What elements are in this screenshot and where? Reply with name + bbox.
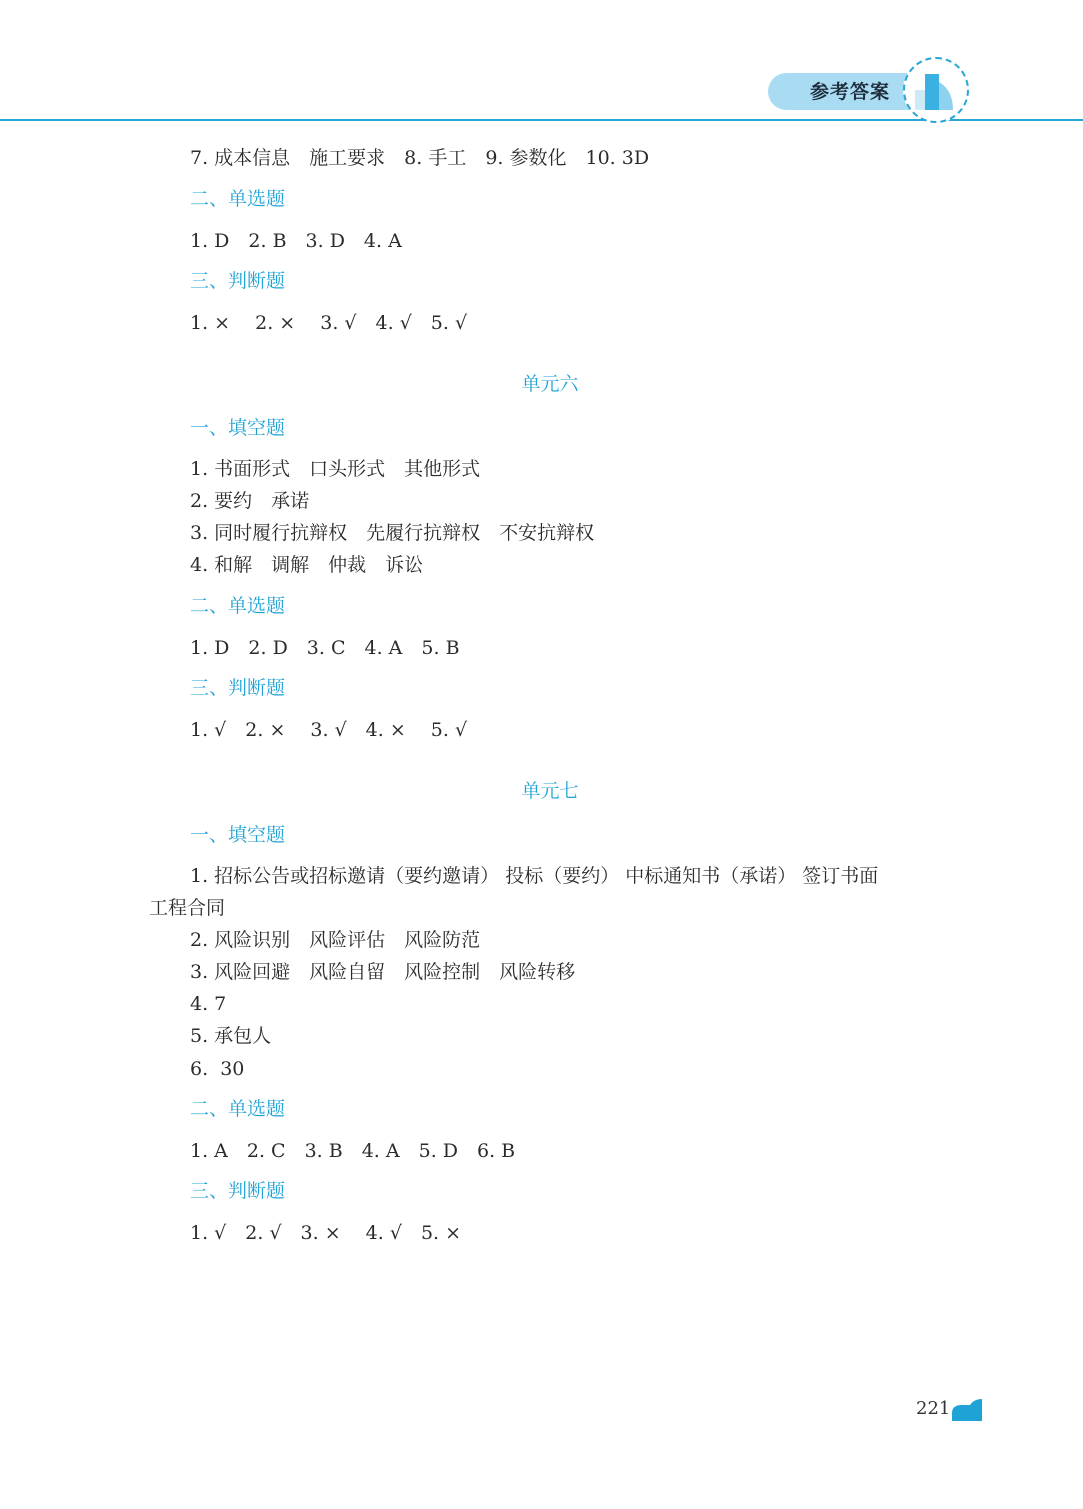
bar-chart-icon (913, 70, 957, 110)
page-number: 221 (916, 1398, 951, 1419)
fill-answer-continued: 工程合同 (149, 897, 226, 919)
fill-answer: 4. 7 (190, 993, 227, 1015)
header-title: 参考答案 (810, 81, 891, 103)
judge-answers: 1. × 2. × 3. √ 4. √ 5. √ (190, 312, 468, 334)
fill-answer: 5. 承包人 (190, 1025, 272, 1047)
fill-answer: 3. 同时履行抗辩权 先履行抗辩权 不安抗辩权 (190, 522, 595, 544)
tab-icon (952, 1399, 982, 1421)
section-heading: 二、单选题 (190, 188, 286, 210)
section-heading: 三、判断题 (190, 270, 286, 292)
fill-answer: 1. 招标公告或招标邀请（要约邀请） 投标（要约） 中标通知书（承诺） 签订书面 (190, 865, 879, 887)
section-heading: 三、判断题 (190, 1180, 286, 1202)
judge-answers: 1. √ 2. √ 3. × 4. √ 5. × (190, 1222, 462, 1244)
choice-answers: 1. D 2. D 3. C 4. A 5. B (190, 637, 460, 659)
section-heading: 二、单选题 (190, 595, 286, 617)
choice-answers: 1. A 2. C 3. B 4. A 5. D 6. B (190, 1140, 516, 1162)
fill-answer: 2. 风险识别 风险评估 风险防范 (190, 929, 481, 951)
section-heading: 一、填空题 (190, 824, 286, 846)
fill-answer: 6. 30 (190, 1058, 245, 1080)
fill-answer: 2. 要约 承诺 (190, 490, 310, 512)
fill-answer: 1. 书面形式 口头形式 其他形式 (190, 458, 481, 480)
fill-answer: 3. 风险回避 风险自留 风险控制 风险转移 (190, 961, 576, 983)
fill-answer: 4. 和解 调解 仲裁 诉讼 (190, 554, 424, 576)
fill-answer-7: 7. 成本信息 施工要求 8. 手工 9. 参数化 10. 3D (190, 147, 650, 169)
judge-answers: 1. √ 2. × 3. √ 4. × 5. √ (190, 719, 468, 741)
unit-title: 单元七 (521, 780, 579, 802)
choice-answers: 1. D 2. B 3. D 4. A (190, 230, 402, 252)
unit-title: 单元六 (521, 373, 579, 395)
section-heading: 三、判断题 (190, 677, 286, 699)
section-heading: 一、填空题 (190, 417, 286, 439)
section-heading: 二、单选题 (190, 1098, 286, 1120)
